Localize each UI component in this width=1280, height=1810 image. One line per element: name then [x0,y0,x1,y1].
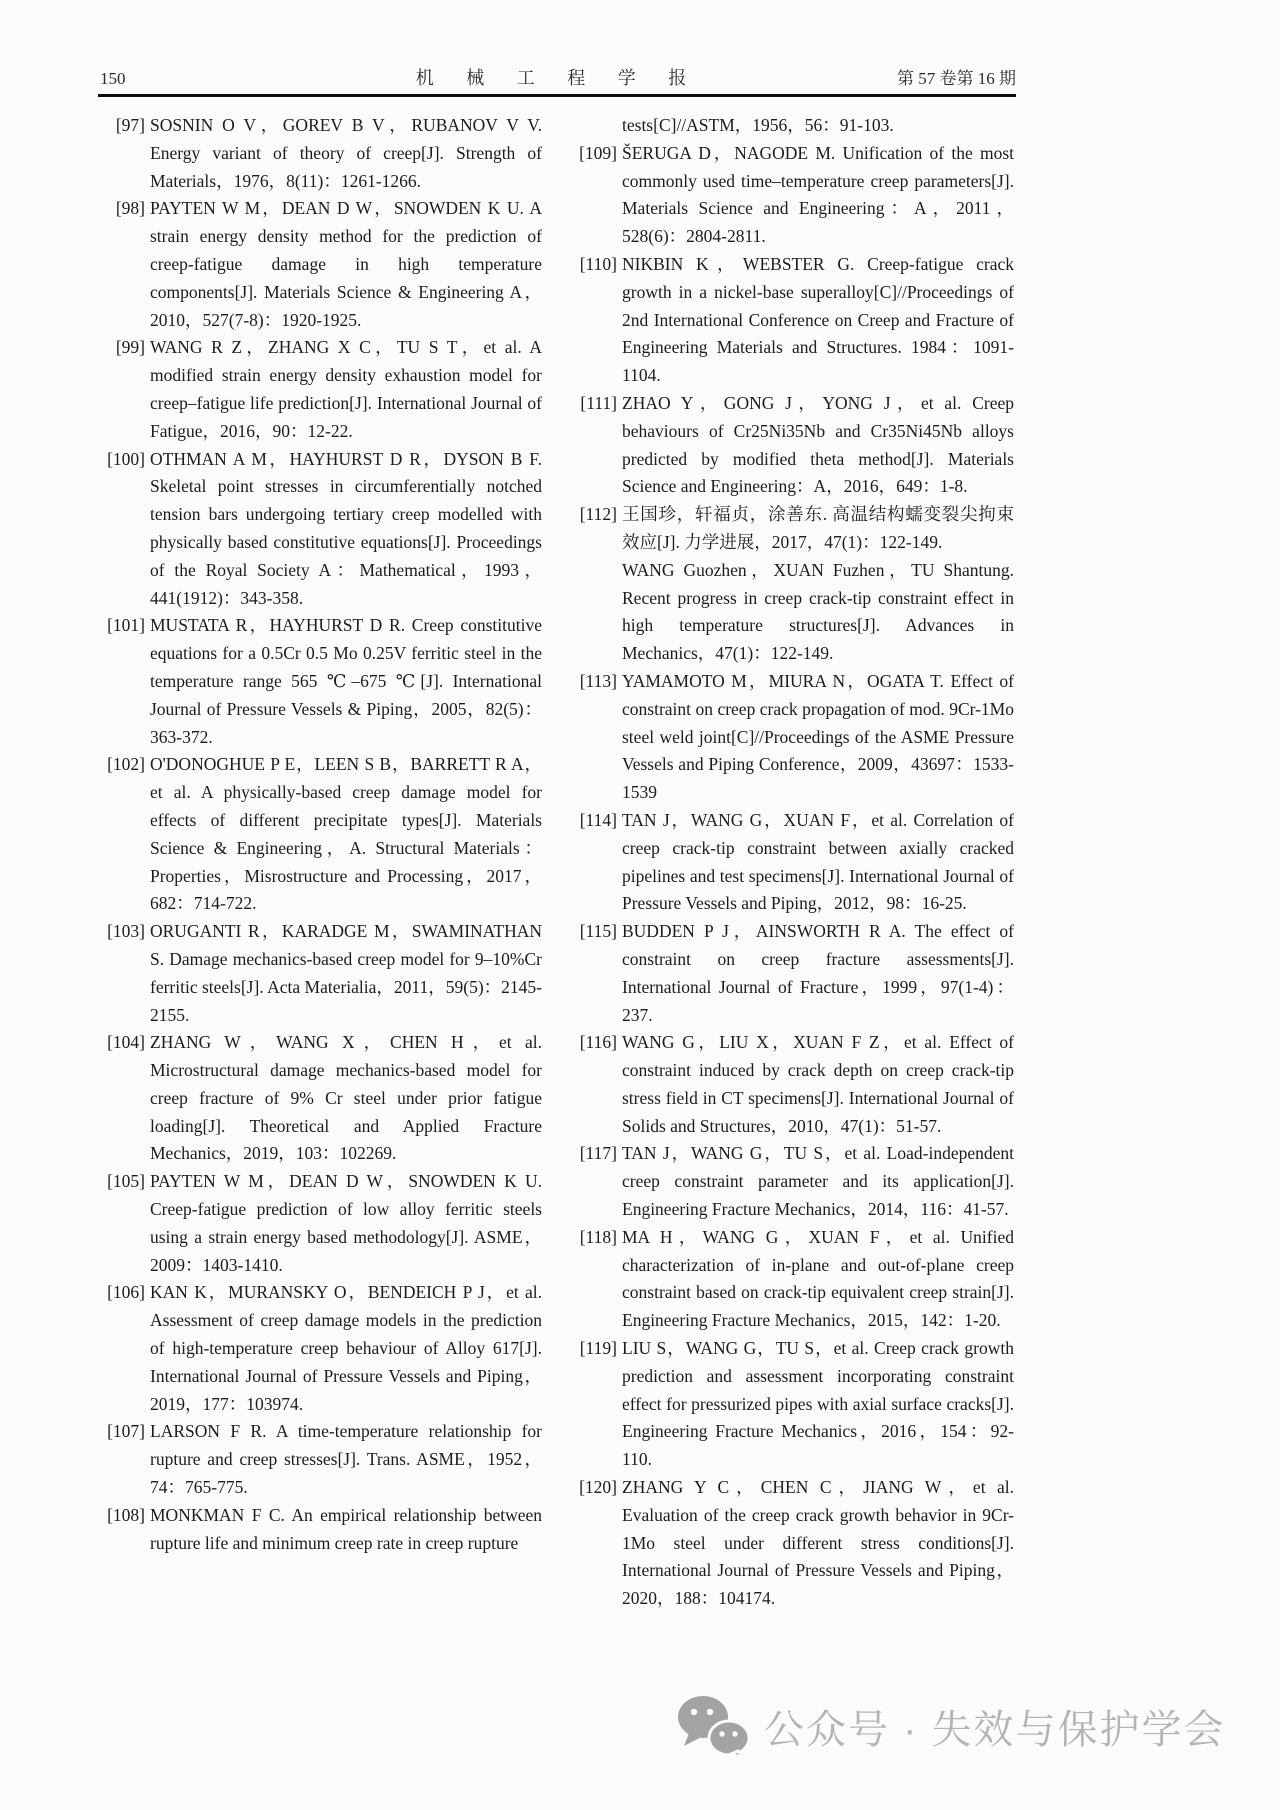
reference-number: [117] [579,1143,617,1164]
page-number: 150 [100,69,126,88]
reference-text [150,918,542,1029]
reference-number: [109] [579,142,617,163]
reference-text-line: TAN J，WANG G，TU S，et al. Load-independent creep constraint parameter and its application[J]. Engineering Fracture Mechanics，2014，116：41-57. [622,1143,1014,1220]
reference-item [578,807,1014,918]
reference-item [578,918,1014,1029]
reference-text-line: MA H，WANG G，XUAN F，et al. Unified characterization of in-plane and out-of-plane creep constraint based on crack-tip equivalent creep strain[J]. Engineering Fracture Mechanics，2015，142：1-20. [622,1226,1015,1331]
reference-item [578,1224,1014,1335]
reference-text-line: 王国珍，轩福贞，涂善东. 高温结构蠕变裂尖拘束效应[J]. 力学进展，2017，47(1)：122-149. [622,504,1014,552]
journal-title: 机 械 工 程 学 报 [415,68,701,88]
reference-number: [115] [579,921,617,942]
reference-text-line: tests[C]//ASTM，1956，56：91-103. [622,115,894,135]
reference-number: [105] [107,1171,145,1192]
reference-item [578,140,1014,251]
reference-item [106,195,542,334]
reference-item [106,612,542,751]
reference-text-line: MUSTATA R，HAYHURST D R. Creep constitutive equations for a 0.5Cr 0.5 Mo 0.25V ferritic steel in the temperature range 565 ℃–675 ℃[J]. International Journal of Pressure Vessels & Piping，2005，82(5)：363-372. [150,615,542,747]
reference-text [622,1224,1014,1335]
reference-text-line: PAYTEN W M，DEAN D W，SNOWDEN K U. Creep-fatigue prediction of low alloy ferritic steels using a strain energy based methodology[J]. ASME，2009：1403-1410. [150,1171,542,1275]
reference-number: [103] [107,921,145,942]
watermark-text: 公众号 · 失效与保护学会 [764,1707,1226,1752]
references-left-column [106,112,542,1613]
reference-item [578,1029,1014,1140]
reference-number [578,112,622,140]
reference-number: [118] [579,1226,617,1247]
reference-text-line: ZHANG Y C，CHEN C，JIANG W，et al. Evaluation of the creep crack growth behavior in 9Cr-1Mo steel under different stress conditions[J]. International Journal of Pressure Vessels and Piping，2020，188：104174. [622,1477,1014,1609]
reference-item [106,1029,542,1168]
reference-text [150,1502,542,1558]
reference-text [150,612,542,751]
reference-number: [102] [107,754,145,775]
reference-text-line: YAMAMOTO M，MIURA N，OGATA T. Effect of constraint on creep crack propagation of mod. 9Cr-1Mo steel weld joint[C]//Proceedings of the ASME Pressure Vessels and Piping Conference，2009，43697：1533-1539 [622,670,1014,803]
reference-item [578,112,1014,140]
reference-item [106,334,542,445]
reference-item [578,1335,1014,1474]
reference-text-line: ZHAO Y，GONG J，YONG J，et al. Creep behaviours of Cr25Ni35Nb and Cr35Ni45Nb alloys predicted by modified theta method[J]. Materials Science and Engineering：A，2016，649：1-8. [622,392,1014,497]
reference-item [106,1168,542,1279]
reference-item [578,390,1014,501]
reference-text [150,751,542,918]
reference-text-line: ZHANG W，WANG X，CHEN H，et al. Microstructural damage mechanics-based model for creep fracture of 9% Cr steel under prior fatigue loading[J]. Theoretical and Applied Fracture Mechanics，2019，103：102269. [150,1032,542,1164]
reference-item [106,918,542,1029]
reference-number: [120] [579,1477,617,1498]
reference-number: [98] [115,198,145,219]
reference-text-line: WANG R Z，ZHANG X C，TU S T，et al. A modified strain energy density exhaustion model for creep–fatigue life prediction[J]. International Journal of Fatigue，2016，90：12-22. [150,337,542,441]
header-rule [98,94,1016,97]
reference-text-line: ŠERUGA D，NAGODE M. Unification of the most commonly used time–temperature creep parameters[J]. Materials Science and Engineering：A，2011，528(6)：2804-2811. [622,142,1014,247]
reference-item [106,112,542,195]
reference-number: [97] [115,115,145,135]
page-header [100,64,1016,89]
reference-text-line: TAN J，WANG G，XUAN F，et al. Correlation of creep crack-tip constraint between axially cracked pipelines and test specimens[J]. International Journal of Pressure Vessels and Piping，2012，98：16-25. [622,809,1014,914]
issue-label: 第 57 卷第 16 期 [897,69,1016,88]
reference-text-line: SOSNIN O V，GOREV B V，RUBANOV V V. Energy variant of theory of creep[J]. Strength of Materials，1976，8(11)：1261-1266. [150,115,542,191]
reference-text [622,1140,1014,1223]
reference-text-line: OTHMAN A M，HAYHURST D R，DYSON B F. Skeletal point stresses in circumferentially notched tension bars undergoing tertiary creep modelled with physically based constitutive equations[J]. Proceedings of the Royal Society A：Mathematical，1993，441(1912)：343-358. [150,448,542,608]
reference-text [150,1029,542,1168]
reference-text-line: NIKBIN K，WEBSTER G. Creep-fatigue crack growth in a nickel-base superalloy[C]//Proceedings of 2nd International Conference on Creep and Fracture of Engineering Materials and Structures. 1984：1091-1104. [622,253,1014,386]
reference-item [106,1279,542,1418]
reference-text [622,807,1014,918]
reference-text [150,195,542,334]
references-right-column [578,112,1014,1613]
wechat-icon [676,1694,750,1758]
reference-text [622,1029,1014,1140]
reference-text [622,1474,1014,1613]
reference-item [106,751,542,918]
reference-text-line: LARSON F R. A time-temperature relationship for rupture and creep stresses[J]. Trans. ASME，1952，74：765-775. [150,1421,542,1498]
reference-number: [99] [115,337,145,358]
reference-number: [108] [107,1504,145,1525]
reference-text-line: MONKMAN F C. An empirical relationship between rupture life and minimum creep rate in creep rupture [150,1504,542,1553]
reference-text-line: LIU S，WANG G，TU S，et al. Creep crack growth prediction and assessment incorporating constraint effect for pressurized pipes with axial surface cracks[J]. Engineering Fracture Mechanics，2016，154：92-110. [622,1338,1014,1470]
reference-text [622,390,1014,501]
reference-number: [114] [579,809,617,830]
reference-number: [111] [580,392,617,413]
reference-item [578,501,1014,668]
reference-text [622,140,1014,251]
references-section [106,112,1014,1613]
reference-text [150,446,542,613]
reference-text [622,668,1014,807]
reference-text-line: KAN K，MURANSKY O，BENDEICH P J，et al. Assessment of creep damage models in the prediction of high-temperature creep behaviour of Alloy 617[J]. International Journal of Pressure Vessels and Piping，2019，177：103974. [150,1282,542,1414]
reference-number: [101] [107,615,145,636]
reference-item [106,1418,542,1501]
watermark [676,1694,1226,1758]
reference-item [578,1140,1014,1223]
reference-item [106,446,542,613]
reference-number: [107] [107,1421,145,1442]
reference-text [622,1335,1014,1474]
reference-item [106,1502,542,1558]
reference-number: [100] [107,448,145,469]
reference-number: [110] [579,253,617,274]
reference-number: [104] [107,1032,145,1053]
reference-item [578,668,1014,807]
reference-text [622,918,1014,1029]
reference-text-line: WANG G，LIU X，XUAN F Z，et al. Effect of constraint induced by crack depth on creep crack-tip stress field in CT specimens[J]. International Journal of Solids and Structures，2010，47(1)：51-57. [622,1032,1014,1136]
reference-text-line: ORUGANTI R，KARADGE M，SWAMINATHAN S. Damage mechanics-based creep model for 9–10%Cr ferritic steels[J]. Acta Materialia，2011，59(5)：2145-2155. [150,921,543,1025]
reference-text-line: PAYTEN W M，DEAN D W，SNOWDEN K U. A strain energy density method for the prediction of creep-fatigue damage in high temperature components[J]. Materials Science & Engineering A，2010，527(7-8)：1920-1925. [150,198,542,330]
reference-number: [113] [579,670,617,691]
reference-text [622,501,1014,668]
reference-text [622,112,1014,140]
reference-number: [119] [579,1338,617,1359]
reference-text-line: O'DONOGHUE P E，LEEN S B，BARRETT R A，et al. A physically-based creep damage model for effects of different precipitate types[J]. Materials Science & Engineering，A. Structural Materials：Properties，Misrostructure and Processing，2017，682：714-722. [150,754,542,914]
reference-text [150,334,542,445]
reference-text [150,1418,542,1501]
reference-item [578,251,1014,390]
reference-item [578,1474,1014,1613]
reference-text [150,1168,542,1279]
reference-number: [112] [579,504,617,525]
reference-text-line: WANG Guozhen，XUAN Fuzhen，TU Shantung. Recent progress in creep crack-tip constraint effect in high temperature structures[J]. Advances in Mechanics，47(1)：122-149. [622,559,1014,664]
reference-text [150,112,542,195]
reference-number: [106] [107,1282,145,1303]
reference-text-line: BUDDEN P J，AINSWORTH R A. The effect of constraint on creep fracture assessments[J]. International Journal of Fracture，1999，97(1-4)：237. [622,921,1014,1025]
reference-text [150,1279,542,1418]
reference-text [622,251,1014,390]
reference-number: [116] [579,1032,617,1053]
